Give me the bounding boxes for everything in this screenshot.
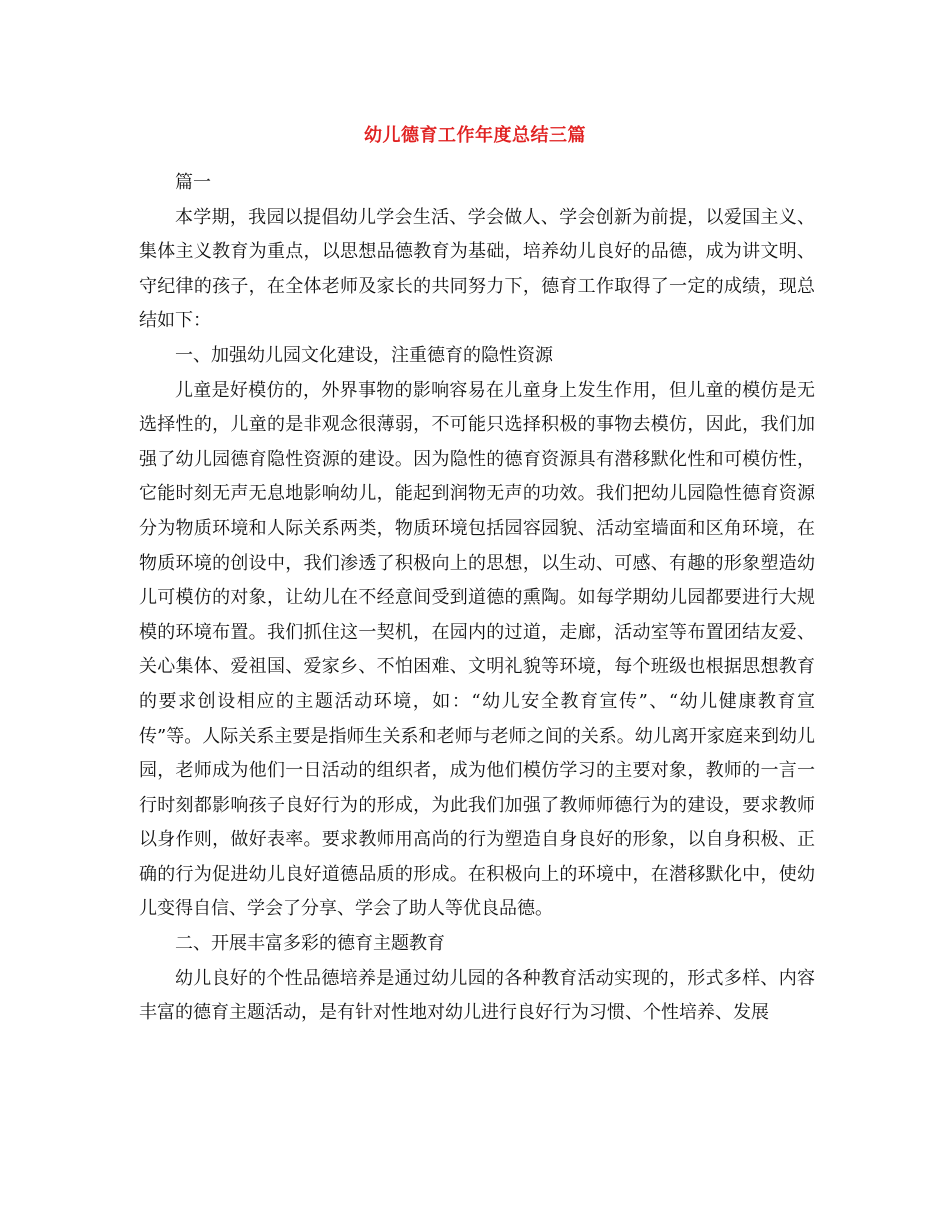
section-heading-part-one: 篇一 (175, 172, 211, 193)
document-body (139, 166, 815, 1031)
section-heading-2: 二、开展丰富多彩的德育主题教育 (175, 933, 445, 955)
body-paragraph-2: 幼儿良好的个性品德培养是通过幼儿园的各种教育活动实现的，形式多样、内容丰富的德育主题活动，是有针对性地对幼儿进行良好行为习惯、个性培养、发展 (139, 967, 815, 1024)
body-paragraph-1: 儿童是好模仿的，外界事物的影响容易在儿童身上发生作用，但儿童的模仿是无选择性的，儿童的是非观念很薄弱，不可能只选择积极的事物去模仿，因此，我们加强了幼儿园德育隐性资源的建设。因为隐性的德育资源具有潜移默化性和可模仿性，它能时刻无声无息地影响幼儿，能起到润物无声的功效。我们把幼儿园隐性德育资源分为物质环境和人际关系两类，物质环境包括园容园貌、活动室墙面和区角环境，在物质环境的创设中，我们渗透了积极向上的思想，以生动、可感、有趣的形象塑造幼儿可模仿的对象，让幼儿在不经意间受到道德的熏陶。如每学期幼儿园都要进行大规模的环境布置。我们抓住这一契机，在园内的过道，走廊，活动室等布置团结友爱、关心集体、爱祖国、爱家乡、不怕困难、文明礼貌等环境，每个班级也根据思想教育的要求创设相应的主题活动环境，如：“幼儿安全教育宣传”、“幼儿健康教育宣传”等。人际关系主要是指师生关系和老师与老师之间的关系。幼儿离开家庭来到幼儿园，老师成为他们一日活动的组织者，成为他们模仿学习的主要对象，教师的一言一行时刻都影响孩子良好行为的形成，为此我们加强了教师师德行为的建设，要求教师以身作则，做好表率。要求教师用高尚的行为塑造自身良好的形象，以自身积极、正确的行为促进幼儿良好道德品质的形成。在积极向上的环境中，在潜移默化中，使幼儿变得自信、学会了分享、学会了助人等优良品德。 (139, 379, 815, 920)
document-title: 幼儿德育工作年度总结三篇 (364, 125, 586, 146)
intro-paragraph: 本学期，我园以提倡幼儿学会生活、学会做人、学会创新为前提，以爱国主义、集体主义教育为重点，以思想品德教育为基础，培养幼儿良好的品德，成为讲文明、守纪律的孩子，在全体老师及家长的共同努力下，德育工作取得了一定的成绩，现总结如下： (139, 206, 815, 332)
section-heading-1: 一、加强幼儿园文化建设，注重德育的隐性资源 (175, 344, 553, 366)
